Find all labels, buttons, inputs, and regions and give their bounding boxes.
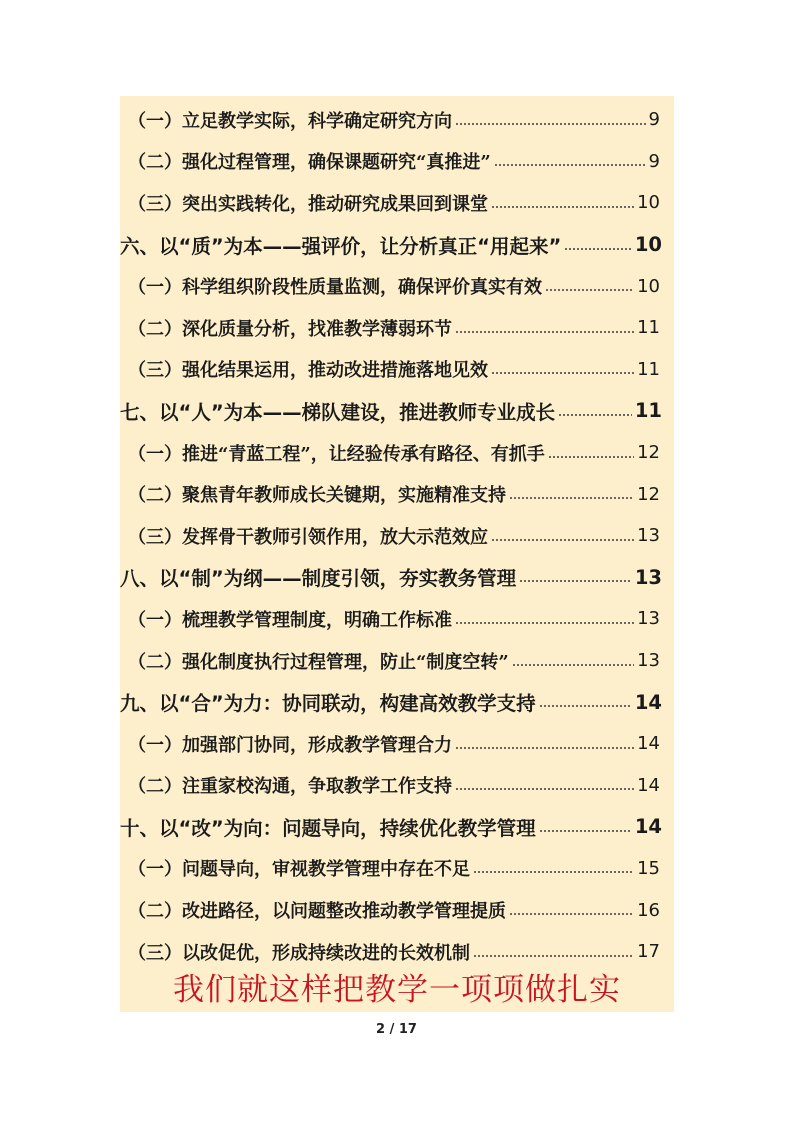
toc-entry-page-number: 16 [637, 899, 660, 921]
toc-entry-title: （三）强化结果运用，推动改进措施落地见效 [128, 360, 488, 382]
toc-entry-page-number: 13 [637, 650, 660, 672]
dot-leader [455, 123, 646, 125]
page-indicator: 2 / 17 [376, 1022, 417, 1037]
toc-entry-title: （二）改进路径，以问题整改推动教学管理提质 [128, 901, 506, 923]
dot-leader [455, 747, 634, 749]
toc-entry-title: 六、以“质”为本——强评价，让分析真正“用起来” [120, 234, 562, 258]
dot-leader [509, 497, 634, 499]
slogan: 我们就这样把教学一项项做扎实 [173, 972, 621, 1008]
toc-subsection-entry[interactable] [120, 765, 674, 807]
toc-entry-title: （一）科学组织阶段性质量监测，确保评价真实有效 [128, 277, 542, 299]
toc-entry-page-number: 9 [648, 109, 660, 131]
dot-leader [564, 248, 632, 250]
toc-section-entry[interactable] [120, 390, 674, 432]
dot-leader [539, 705, 632, 707]
dot-leader [558, 414, 632, 416]
toc-entry-page-number: 11 [634, 399, 662, 423]
dot-leader [455, 622, 634, 624]
toc-entry-title: （一）问题导向，审视教学管理中存在不足 [128, 859, 470, 881]
toc-entry-title: 八、以“制”为纲——制度引领，夯实教务管理 [120, 567, 517, 591]
toc-entry-page-number: 12 [637, 483, 660, 505]
toc-subsection-entry[interactable] [120, 848, 674, 890]
toc-entry-page-number: 9 [648, 150, 660, 172]
toc-entry-page-number: 13 [637, 608, 660, 630]
toc-entry-title: 七、以“人”为本——梯队建设，推进教师专业成长 [120, 400, 556, 424]
toc-subsection-entry[interactable] [120, 473, 674, 515]
dot-leader [494, 164, 646, 166]
toc-entry-page-number: 10 [634, 233, 662, 257]
dot-leader [473, 955, 634, 957]
toc-entry-page-number: 17 [637, 941, 660, 963]
toc-subsection-entry[interactable] [120, 182, 674, 224]
toc-entry-page-number: 12 [637, 442, 660, 464]
toc-entry-title: （三）发挥骨干教师引领作用，放大示范效应 [128, 526, 488, 548]
dot-leader [519, 580, 632, 582]
toc-entry-title: （二）聚焦青年教师成长关键期，实施精准支持 [128, 485, 506, 507]
table-of-contents [120, 99, 674, 972]
dot-leader [509, 913, 634, 915]
toc-entry-title: （二）强化过程管理，确保课题研究“真推进” [128, 152, 491, 174]
toc-entry-page-number: 15 [637, 857, 660, 879]
toc-subsection-entry[interactable] [120, 598, 674, 640]
dot-leader [491, 206, 634, 208]
toc-entry-title: （三）以改促优，形成持续改进的长效机制 [128, 942, 470, 964]
toc-entry-page-number: 14 [637, 774, 660, 796]
toc-entry-page-number: 11 [637, 358, 660, 380]
toc-entry-page-number: 11 [637, 317, 660, 339]
toc-entry-page-number: 14 [637, 733, 660, 755]
toc-subsection-entry[interactable] [120, 515, 674, 557]
toc-entry-title: （一）立足教学实际，科学确定研究方向 [128, 110, 452, 132]
toc-panel [120, 96, 674, 1012]
toc-entry-title: （一）加强部门协同，形成教学管理合力 [128, 734, 452, 756]
dot-leader [455, 788, 634, 790]
toc-entry-title: 九、以“合”为力：协同联动，构建高效教学支持 [120, 692, 536, 716]
toc-entry-page-number: 10 [637, 275, 660, 297]
toc-entry-title: 十、以“改”为向：问题导向，持续优化教学管理 [120, 816, 536, 840]
toc-section-entry[interactable] [120, 806, 674, 848]
toc-entry-title: （二）强化制度执行过程管理，防止“制度空转” [128, 651, 509, 673]
toc-subsection-entry[interactable] [120, 141, 674, 183]
dot-leader [548, 456, 634, 458]
toc-entry-title: （三）突出实践转化，推动研究成果回到课堂 [128, 193, 488, 215]
dot-leader [545, 289, 634, 291]
toc-entry-title: （一）推进“青蓝工程”，让经验传承有路径、有抓手 [128, 443, 545, 465]
toc-entry-title: （二）深化质量分析，找准教学薄弱环节 [128, 318, 452, 340]
toc-entry-page-number: 14 [634, 815, 662, 839]
toc-subsection-entry[interactable] [120, 432, 674, 474]
dot-leader [491, 539, 634, 541]
toc-subsection-entry[interactable] [120, 349, 674, 391]
toc-section-entry[interactable] [120, 681, 674, 723]
toc-entry-page-number: 13 [634, 565, 662, 589]
toc-entry-title: （一）梳理教学管理制度，明确工作标准 [128, 609, 452, 631]
toc-subsection-entry[interactable] [120, 307, 674, 349]
dot-leader [473, 871, 634, 873]
toc-subsection-entry[interactable] [120, 640, 674, 682]
toc-entry-title: （二）注重家校沟通，争取教学工作支持 [128, 776, 452, 798]
toc-subsection-entry[interactable] [120, 265, 674, 307]
dot-leader [455, 331, 634, 333]
toc-subsection-entry[interactable] [120, 723, 674, 765]
toc-section-entry[interactable] [120, 557, 674, 599]
toc-entry-page-number: 13 [637, 525, 660, 547]
dot-leader [539, 830, 632, 832]
toc-entry-page-number: 10 [637, 192, 660, 214]
dot-leader [491, 372, 634, 374]
toc-subsection-entry[interactable] [120, 889, 674, 931]
dot-leader [512, 664, 634, 666]
toc-section-entry[interactable] [120, 224, 674, 266]
toc-entry-page-number: 14 [634, 690, 662, 714]
toc-subsection-entry[interactable] [120, 99, 674, 141]
